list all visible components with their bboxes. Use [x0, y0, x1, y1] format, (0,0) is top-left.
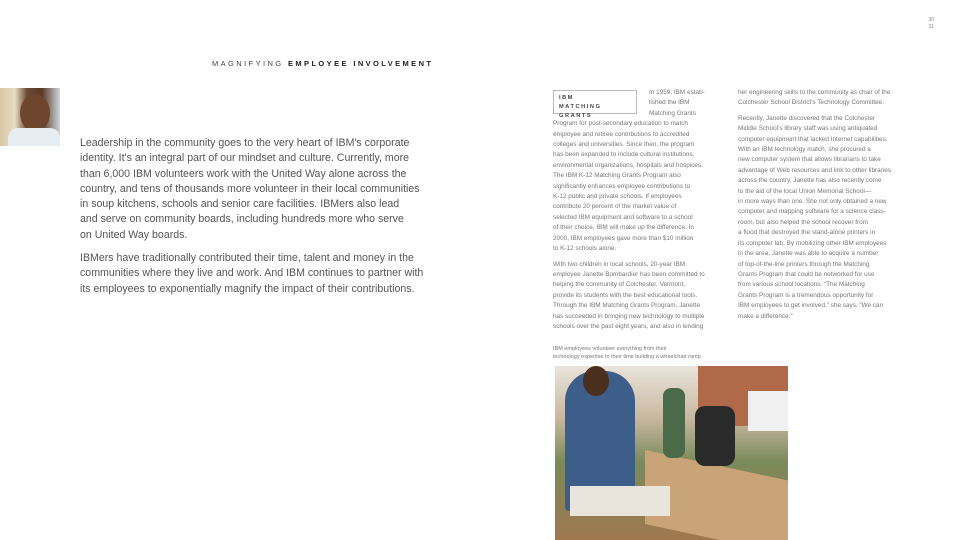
text-line: employee Janette Bombardier has been committed to [553, 270, 705, 278]
text-line: In 1959, IBM estab- [649, 89, 705, 96]
text-line: communities where they live and work. And IBM continues to partner with [80, 267, 424, 280]
heading-bold: EMPLOYEE INVOLVEMENT [288, 59, 434, 68]
text-line: in the area, Janette was able to acquire a number [738, 250, 879, 258]
portrait-photo [0, 88, 60, 146]
photo-caption [553, 346, 702, 361]
text-line: of their choice, IBM will make up the difference. In [553, 224, 694, 232]
text-line: Middle School's library staff was using antiquated [738, 125, 878, 133]
text-line: in soup kitchens, schools and senior care facilities. IBMers also lead [80, 198, 400, 211]
text-line: has succeeded in bringing new technology to multiple [553, 312, 705, 320]
text-line: Leadership in the community goes to the very heart of IBM's corporate [80, 137, 410, 149]
caption-line: technology expertise to their time building a wheelchair ramp. [553, 353, 703, 360]
text-line: K-12 public and private schools. If employees [553, 193, 682, 201]
text-line: IBMers have traditionally contributed their time, talent and money in the [80, 252, 414, 265]
text-line: helping the community of Colchester, Vermont, [553, 281, 686, 289]
text-line: to K-12 schools alone. [553, 245, 617, 253]
body-column-1 [553, 88, 705, 332]
text-line: Program for post-secondary education to match [553, 120, 688, 128]
text-line: a flood that destroyed the stand-alone printers in [738, 229, 876, 237]
text-line: schools over the past eight years, and also in lending [553, 322, 704, 330]
text-line: across the country. Janette has also recently come [738, 177, 882, 185]
text-line: has been expanded to include cultural institutions, [553, 151, 695, 159]
text-line: from various school locations. “The Matching [738, 281, 865, 289]
text-line: computer and mapping software for a science class- [738, 208, 886, 216]
label-line-1: IBM [559, 95, 575, 101]
text-line: computer equipment that lacked Internet capabilities. [738, 135, 888, 143]
text-line: new computer system that allows librarians to take [738, 156, 881, 164]
lead-text [80, 136, 424, 297]
text-line: lished the IBM [649, 99, 690, 107]
text-line: The IBM K-12 Matching Grants Program also [553, 172, 681, 180]
text-line: provide its students with the best educational tools. [553, 291, 698, 299]
text-line: significantly enhances employee contributions to [553, 182, 691, 190]
text-line: Recently, Janette discovered that the Colchester [738, 114, 875, 122]
text-line: Grants Program is a tremendous opportunity for [738, 291, 874, 299]
text-line: and serve on community boards, including hundreds more who serve [80, 213, 404, 226]
text-line: Grants Program that could be networked for use [738, 270, 875, 278]
text-line: than 6,000 IBM volunteers work with the United Way alone across the [80, 167, 407, 180]
text-line: on United Way boards. [80, 228, 188, 241]
text-line: With an IBM technology match, she procured a [738, 146, 871, 154]
text-line: in more ways than one. She not only obtained a new [738, 198, 887, 206]
heading-light: MAGNIFYING [212, 59, 284, 68]
text-line: its employees to exponentially magnify the impact of their contributions. [80, 282, 415, 295]
text-line: contribute 20 percent of the market value of [553, 203, 677, 211]
text-line: Colchester School District's Technology Committee. [738, 99, 885, 107]
text-line: make a difference.” [738, 312, 793, 320]
text-line: country, and tens of thousands more volunteer in their local communities [80, 182, 420, 195]
text-line: identity. It's an integral part of our mindset and culture. Currently, more [80, 152, 410, 165]
page-numbers [928, 17, 934, 31]
page-number-left: 30 [928, 17, 934, 23]
text-line: With two children in local schools, 20-year IBM [553, 260, 686, 268]
page-number-right: 31 [928, 24, 934, 30]
label-line-2: MATCHING GRANTS [559, 104, 602, 119]
text-line: Matching Grants [649, 109, 696, 117]
text-line: 2000, IBM employees gave more than $10 million [553, 234, 694, 242]
section-heading [212, 59, 433, 68]
text-line: of top-of-the-line printers through the Matching [738, 260, 870, 268]
text-line: IBM employees to get involved,” she says. “We can [738, 302, 884, 310]
body-column-2 [738, 88, 891, 322]
text-line: colleges and universities. Since then, the program [553, 141, 695, 149]
text-line: her engineering skills to the community as chair of the [738, 89, 891, 96]
text-line: environmental organizations, hospitals and hospices. [553, 161, 703, 169]
caption-line: IBM employees volunteer everything from their [553, 346, 667, 352]
text-line: to the aid of the local Union Memorial School— [738, 187, 872, 195]
volunteers-photo [555, 366, 788, 540]
text-line: its computer lab. By mobilizing other IBM employees [738, 239, 887, 247]
text-line: employee and retiree contributions to accredited [553, 130, 690, 138]
text-line: selected IBM equipment and software to a school [553, 213, 693, 221]
text-line: advantage of Web resources and link to other libraries [738, 166, 891, 174]
text-line: Through the IBM Matching Grants Program, Janette [553, 302, 701, 310]
text-line: room, but also helped the school recover from [738, 218, 869, 226]
